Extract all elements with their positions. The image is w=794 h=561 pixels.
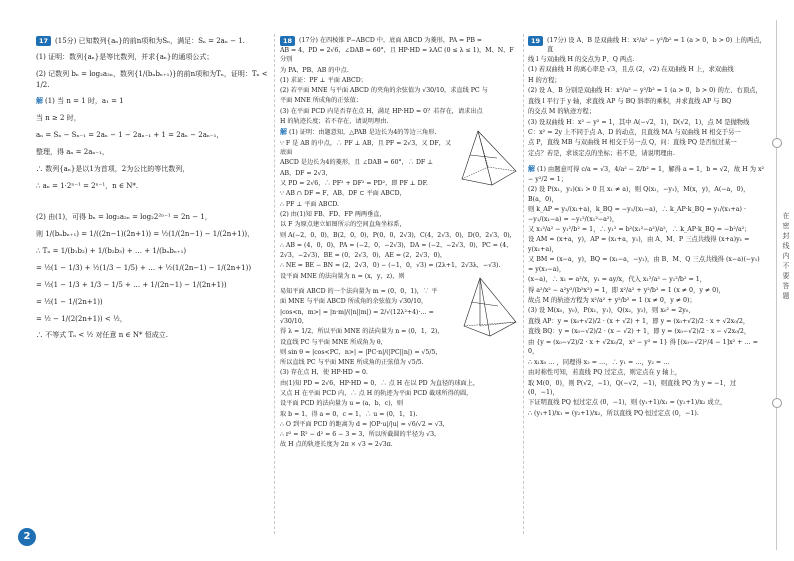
solution-line: 设平面 MNE 的法向量为 n = (x，y，z)，则: [280, 272, 405, 280]
problem-part: (2) 记数列 bₙ = log₂a₂ₙ，数列{1/(bₙbₙ₊₁)}的前n项和为Tₙ，证明：Tₙ < 1/2.: [36, 69, 268, 89]
solution-line: 解 (1) 由题意可得 c/a = √3，4/a² − 2/b² = 1，解得 a = 1，b = √2，故 H 为 x² − y²/2 = 1；: [528, 165, 765, 183]
solution-line: 设 AM = (x+a，y)，AP = (x₁+a，y₁)，由 A、M、P 三点共线得 (x+a)y₁ = y(x₁+a)，: [528, 236, 750, 253]
solution-line: ∴ AB = (4，0，0)，PA = (−2，0，−2√3)，DA = (−2，−2√3，0)，PC = (4，: [280, 241, 513, 249]
solution-line: 则 k_AP = y₁/(x₁+a)，k_BQ = −y₁/(x₁−a)，∴ k_AP·k_BQ = y₁/(x₁+a) · −y₁/(x₁−a) = −y₁²/(x₁²−a²)，: [528, 206, 746, 223]
solution-block: [280, 272, 520, 347]
solution-line: (2) 由(1)知 FB、FD、FP 两两垂直，: [280, 210, 386, 218]
solution-line: = ½(1 − 1/(2n+1)): [36, 297, 103, 306]
solution-line: 则 sin θ = |cos<PC，n>| = |PC·n|/(|PC||n|) = √5/5，: [280, 348, 442, 356]
solution-line: ABCD 是边长为4的菱形，且 ∠DAB = 60°，∴ DF ⊥: [280, 159, 434, 167]
solution-line: AB，DF = 2√3，: [280, 169, 332, 177]
problem-part: (3) 在平面 PCD 内是否存在点 H，满足 HP·HD = 0？若存在，请求出点: [280, 107, 483, 115]
problem-19-column: [528, 36, 766, 419]
solution-line: 所以直线 PC 与平面 MNE 所成角的正弦值为 √5/5.: [280, 359, 424, 367]
problem-stem: (15分) 已知数列{aₙ}的前n项和为Sₙ，满足：Sₙ = 2aₙ − 1.: [55, 37, 245, 45]
solution-line: 解 (1) 证明：由题意知，△PAB 是边长为4的等边三角形.: [280, 128, 437, 137]
solution-line: 故点 M 的轨迹方程为 x²/a² + y²/b² = 1 (x ≠ 0，y ≠ 0)；: [528, 297, 696, 304]
solution-line: 下证明直线 PQ 恒过定点 (0，−1)，则 (y₁+1)/x₁ = (y₂+1)/x₂ 成立，: [528, 399, 727, 407]
solution-line: aₙ = Sₙ − Sₙ₋₁ = 2aₙ − 1 − 2aₙ₋₁ + 1 = 2aₙ − 2aₙ₋₁，: [36, 131, 224, 140]
solution-line: = ½(1 − 1/3) + ½(1/3 − 1/5) + … + ½(1/(2n−1) − 1/(2n+1)): [36, 263, 252, 272]
solution-line: (2) 由(1)，可得 bₙ = log₂a₂ₙ = log₂2²ⁿ⁻¹ = 2n − 1，: [36, 213, 212, 222]
solution-tag: 解: [280, 128, 287, 137]
problem-stem-line: AB = 4，PD = 2√6，∠DAB = 60°，且 HP·HD = λAC (0 ≤ λ ≤ 1)，M、N、F 分别: [280, 47, 514, 64]
problem-part: 定点？若是，求该定点的坐标；若不是，请说明理由.: [528, 149, 675, 157]
solution-line: 又 PD = 2√6，∴ PF² + DF² = PD²，即 PF ⊥ DF.: [280, 180, 428, 188]
solution-line: 又点 H 在平面 PCD 内，∴ 点 H 的轨迹为平面 PCD 截球所得的圆，: [280, 390, 473, 397]
problem-number-badge: 19: [528, 36, 543, 46]
solution-line: 易知平面 ABCD 的一个法向量为 m = (0，0，1)，∵ 平: [280, 288, 438, 296]
solution-tag: 解: [528, 165, 535, 174]
solution-line: 取 M(0，0)，则 P(√2，−1)，Q(−√2，−1)，则直线 PQ 为 y = −1，过 (0，−1)，: [528, 379, 737, 396]
problem-number-badge: 18: [280, 36, 295, 46]
problem-stem: (17分) 设 A、B 是双曲线 H：x²/a² − y²/b² = 1 (a > 0，b > 0) 上的两点，直: [547, 37, 766, 54]
solution-line: (2) 设 P(x₁，y₁)(x₁ > 0 且 x₁ ≠ a)，则 Q(x₁，−y₁)，M(x，y)，A(−a，0)，B(a，0)，: [528, 186, 750, 203]
solution-line: = ½(1 − 1/3 + 1/3 − 1/5 + … + 1/(2n−1) − 1/(2n+1)): [36, 280, 227, 289]
solution-line: ∵ F 是 AB 的中点，∴ PF ⊥ AB，且 PF = 2√3，又 DF，又底面: [280, 139, 452, 157]
problem-17-column: [36, 36, 268, 342]
solution-line: (x−a)，∴ x₁ = a²/x，y₁ = ay/x，代入 x₁²/a² − y₁²/b² = 1，: [528, 276, 707, 284]
binding-line: [776, 20, 777, 550]
pyramid-figure-1: [458, 127, 520, 189]
solution-line: 故 H 点的轨迹长度为 2π × √3 = 2√3π.: [280, 441, 393, 449]
solution-line: (3) 存在点 H，使 HP·HD = 0.: [280, 369, 368, 377]
problem-number-badge: 17: [36, 36, 51, 46]
solution-line: ∴ Tₙ = 1/(b₁b₂) + 1/(b₂b₃) + … + 1/(bₙbₙ₊₁): [36, 247, 187, 256]
problem-part: 直线 l 平行于 y 轴，求直线 AP 与 BQ 斜率的乘积，并求直线 AP 与 BQ: [528, 97, 732, 105]
solution-line: ∴ NE = BE − BN = (2，2√3，0) − (−1，0，√3) = (2λ+1，2√3λ，−√3).: [280, 262, 501, 270]
problem-17-header: [36, 36, 268, 47]
problem-18-header: [280, 36, 520, 46]
solution-line: 则 A(−2，0，0)，B(2，0，0)，P(0，0，2√3)，C(4，2√3，0)，D(0，2√3，0)，: [280, 231, 516, 239]
solution-line: ∴ O 到平面 PCD 的距离为 d = |OP·u|/|u| = √6/√2 = √3，: [280, 420, 449, 428]
solution-line: 解 (1) 当 n = 1 时，a₁ = 1: [36, 97, 124, 106]
problem-part: H 的方程；: [528, 76, 561, 84]
solution-line: 得 λ = 1/2，所以平面 MNE 的法向量为 n = (0，1，2)，: [280, 328, 444, 336]
solution-line: 当 n ≥ 2 时，: [36, 114, 81, 123]
solution-line: 由对称性可知，若直线 PQ 过定点，则定点在 y 轴上，: [528, 369, 682, 377]
problem-19-header: [528, 36, 766, 55]
problem-part: (2) 设 A、B 分别是双曲线 H：x²/a² − y²/b² = 1 (a > 0，b > 0) 的左、右顶点，: [528, 87, 762, 95]
solution-line: ∵ AB ∩ DF = F，AB、DF ⊂ 平面 ABCD，: [280, 190, 406, 198]
column-separator: [523, 34, 524, 534]
solution-line: 直线 AP：y = (x₀+√2)/2 · (x + √2) + 1，即 y = (x₀+√2)/2 · x + √2x₀/2，: [528, 317, 750, 325]
solution-tag: 解: [36, 97, 43, 106]
solution-block: [280, 127, 520, 209]
problem-part: (1) 证明：数列{aₙ}是等比数列，并求{aₙ}的通项公式；: [36, 52, 214, 61]
solution-line: 设平面 PCD 的法向量为 u = (a，b，c)，则: [280, 400, 404, 408]
problem-18-column: [280, 36, 520, 451]
solution-line: 由(1)知 PD = 2√6，HP·HD = 0，∴ 点 H 在以 PD 为直径的球面上，: [280, 379, 480, 387]
problem-stem: (17分) 在四棱锥 P−ABCD 中，底面 ABCD 为菱形，PA = PB =: [299, 37, 483, 44]
solution-line: 以 F 为原点建立如图所示的空间直角坐标系，: [280, 221, 406, 229]
problem-part: (1) 若双曲线 H 的离心率是 √3，且点 (2，√2) 在双曲线 H 上，求双曲线: [528, 66, 734, 74]
solution-line: 又 BM = (x−a，y)，BQ = (x₁−a，−y₁)，由 B、M、Q 三点共线得 (x−a)(−y₁) = y(x₁−a)，: [528, 256, 760, 273]
solution-line: 面 MNE 与平面 ABCD 所成角的余弦值为 √30/10，: [280, 298, 428, 306]
solution-line: 设直线 PC 与平面 MNE 所成角为 θ，: [280, 338, 387, 346]
solution-line: ∴ r² = R² − d² = 6 − 3 = 3，所以所截圆的半径为 √3，: [280, 431, 441, 439]
solution-line: 又 x₁²/a² − y₁²/b² = 1，∴ y₁² = b²(x₁²−a²)/a²，∴ k_AP·k_BQ = −b²/a²；: [528, 225, 751, 233]
solution-line: ∴ aₙ = 1·2ⁿ⁻¹ = 2ⁿ⁻¹，n ∈ N*.: [36, 181, 139, 190]
page-number-badge: 2: [18, 528, 36, 546]
column-separator: [274, 34, 275, 534]
problem-part: H 的轨迹长度；若不存在，请说明理由.: [280, 118, 389, 126]
problem-stem-line: 为 PA、PB、AB 的中点.: [280, 66, 349, 74]
solution-line: 取 b = 1，得 a = 0，c = 1，∴ u = (0，1，1).: [280, 410, 418, 418]
solution-line: ∴ (y₁+1)/x₁ = (y₂+1)/x₂，所以直线 PQ 恒过定点 (0，−1).: [528, 409, 699, 417]
solution-line: 整理，得 aₙ = 2aₙ₋₁，: [36, 147, 109, 156]
solution-line: = ½ − 1/(2(2n+1)) < ½，: [36, 314, 127, 323]
problem-part: 平面 MNE 所成角的正弦值；: [280, 97, 363, 105]
solution-line: (3) 设 M(x₀，y₀)，P(x₁，y₁)，Q(x₂，y₂)，则 x₀² = 2y₀，: [528, 307, 695, 315]
problem-part: (1) 求证：PF ⊥ 平面 ABCD；: [280, 76, 367, 84]
problem-stem-line: 线 l 与双曲线 H 的交点为 P、Q 两点.: [528, 55, 635, 63]
solution-line: ∴ 不等式 Tₙ < ½ 对任意 n ∈ N* 恒成立.: [36, 331, 168, 340]
problem-part: 的交点 M 的轨迹方程；: [528, 108, 596, 116]
problem-part: C：x² = 2y 上不同于点 A、D 的动点，且直线 MA 与双曲线 H 相交于另一: [528, 128, 741, 136]
solution-line: ∴ 数列{aₙ}是以1为首项，2为公比的等比数列，: [36, 164, 190, 173]
solution-line: ∴ PF ⊥ 平面 ABCD.: [280, 200, 340, 208]
binding-hole-icon: [772, 138, 782, 148]
solution-line: |cos<n，m>| = |n·m|/(|n||m|) = 2/√(12λ²+4)·… = √30/10，: [280, 308, 434, 325]
solution-line: 由 {y = (x₀−√2)/2 · x + √2x₀/2，x² − y² = 1} 得 [(x₀−√2)²/4 − 1]x² + … = 0，: [528, 338, 758, 356]
solution-line: ∴ x₁x₀ … ，同理得 x₂ = …，∴ y₁ = …，y₂ = …: [528, 358, 670, 366]
problem-part: (2) 若平面 MNE 与平面 ABCD 的夹角的余弦值为 √30/10，求直线 PC 与: [280, 87, 488, 95]
solution-line: 直线 BQ：y = (x₀−√2)/2 · (x − √2) + 1，即 y = (x₀−√2)/2 · x − √2x₀/2，: [528, 328, 751, 336]
solution-line: 得 a²/x² − a²y²/(b²x²) = 1，即 x²/a² + y²/b² = 1 (x ≠ 0，y ≠ 0)，: [528, 286, 725, 294]
problem-part: 点 P，直线 MB 与双曲线 H 相交于另一点 Q，问：直线 PQ 是否恒过某一: [528, 139, 737, 147]
margin-note: 在密封线内不要答题: [782, 212, 790, 302]
problem-part: (3) 设双曲线 H：x² − y² = 1，其中 A(−√2，1)，D(√2，1)，点 M 是抛物线: [528, 118, 750, 126]
pyramid-figure-2: [460, 276, 520, 342]
solution-line: 2√3，−2√3)，BE = (0，2√3，0)，AE = (2，2√3，0)，: [280, 252, 447, 260]
solution-line: 则 1/(bₙbₙ₊₁) = 1/((2n−1)(2n+1)) = ½(1/(2n−1) − 1/(2n+1))，: [36, 230, 255, 239]
binding-hole-icon: [772, 398, 782, 408]
